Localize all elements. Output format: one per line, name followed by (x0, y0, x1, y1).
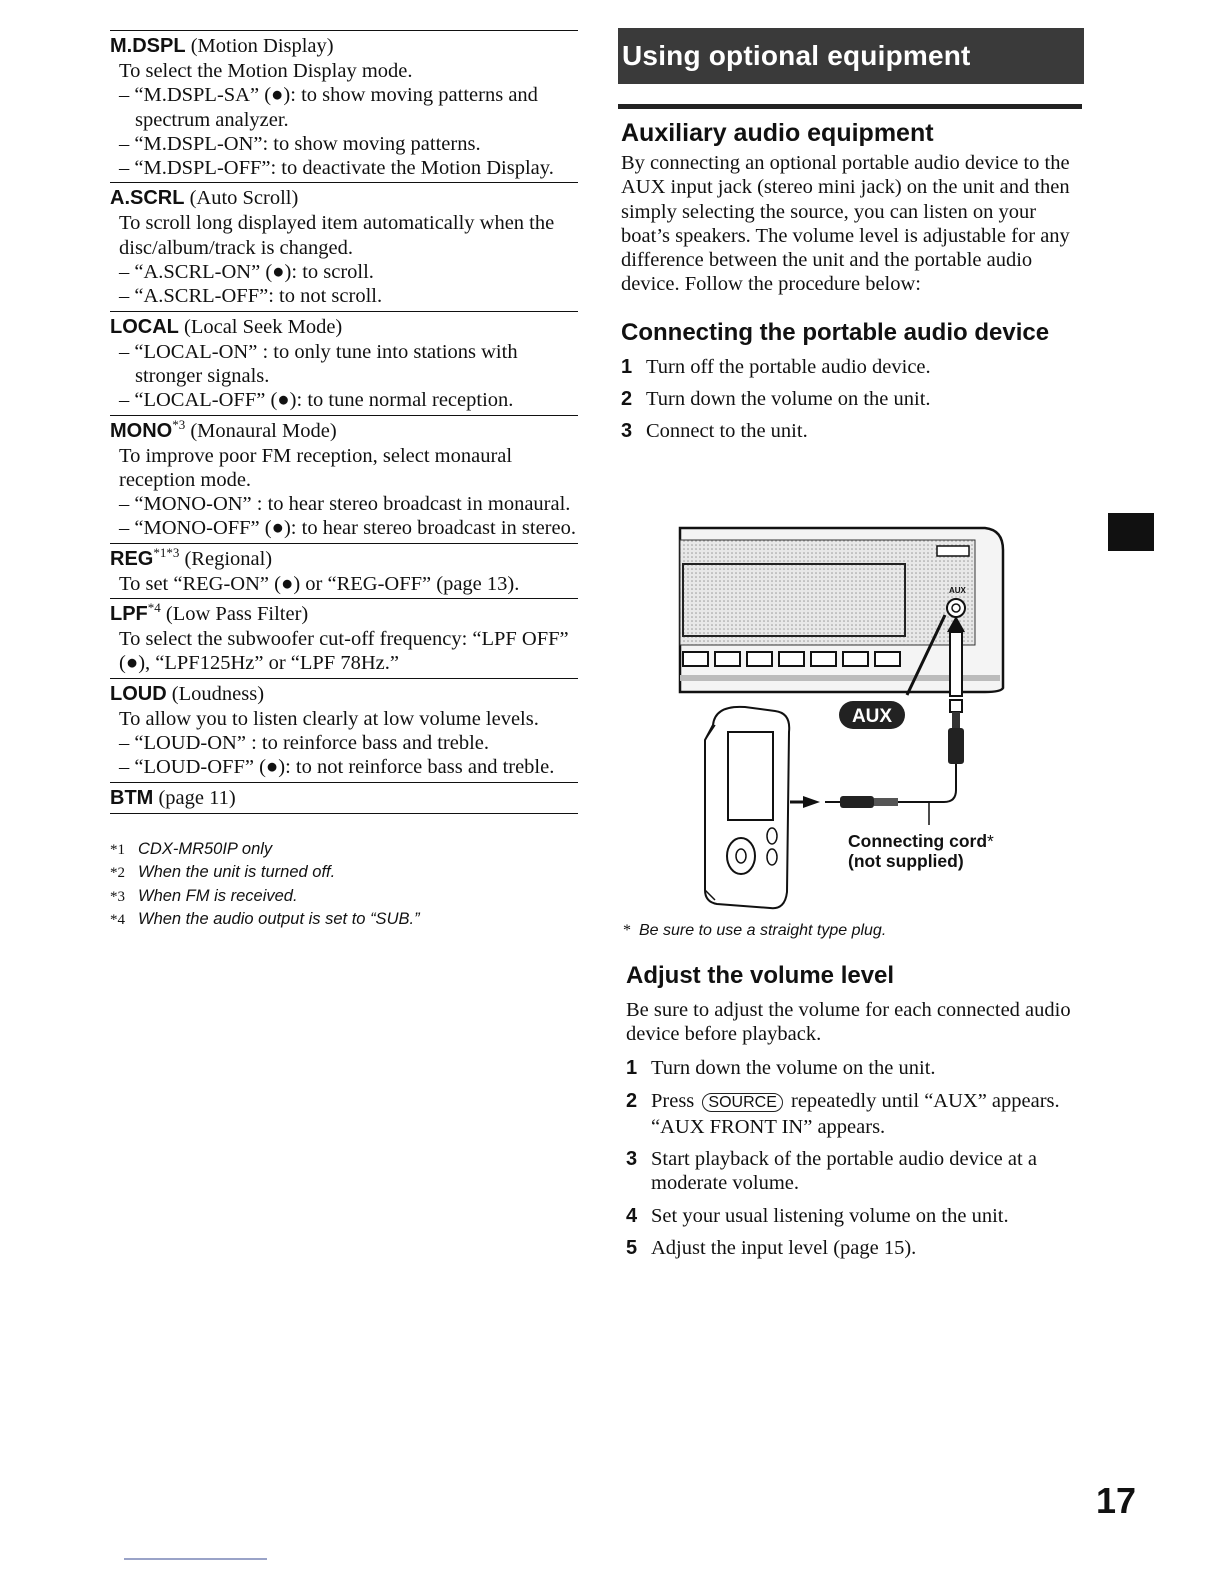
setting-term: A.SCRL (110, 187, 185, 210)
setting-footnote-ref: *1*3 (153, 544, 180, 560)
source-button-label: SOURCE (702, 1093, 782, 1112)
setting-description: (Monaural Mode) (190, 419, 337, 442)
setting-option: – “M.DSPL-SA” (●): to show moving patterns and spectrum analyzer. (119, 84, 538, 131)
step-body (651, 1236, 916, 1260)
setting-option: – “A.SCRL-OFF”: to not scroll. (119, 285, 383, 308)
adjust-intro: Be sure to adjust the volume for each connected audio device before playback. (626, 998, 1071, 1045)
setting-option: – “LOCAL-OFF” (●): to tune normal reception. (119, 389, 514, 412)
setting-entry (110, 415, 578, 543)
player-screen (728, 732, 773, 820)
footnote-text: When the unit is turned off. (138, 863, 336, 882)
preset-buttons (683, 652, 900, 666)
setting-option: – “LOUD-ON” : to reinforce bass and treble. (119, 731, 490, 754)
step-number: 3 (626, 1148, 638, 1171)
setting-entry (110, 182, 578, 310)
step-text: Adjust the input level (page 15). (651, 1237, 917, 1260)
setting-term: MONO (110, 419, 173, 442)
step-text: Turn down the volume on the unit. (651, 1057, 936, 1080)
setting-option: – “A.SCRL-ON” (●): to scroll. (119, 261, 374, 284)
setting-option: – “MONO-ON” : to hear stereo broadcast in monaural. (119, 493, 571, 516)
aux-jack-label: AUX (949, 586, 966, 595)
footnote-text: When the audio output is set to “SUB.” (138, 910, 420, 929)
setting-body: To scroll long displayed item automatically when the disc/album/track is changed. (119, 212, 555, 259)
setting-body: To set “REG-ON” (●) or “REG-OFF” (page 13). (119, 572, 520, 595)
auxiliary-title: Auxiliary audio equipment (621, 119, 934, 147)
setting-body: To allow you to listen clearly at low volume levels. (119, 707, 539, 730)
step-body (651, 1089, 1060, 1140)
step-post: repeatedly until “AUX” appears. (791, 1089, 1060, 1112)
setting-heading (110, 315, 578, 340)
plug-note (623, 922, 1084, 940)
connecting-title: Connecting the portable audio device (621, 318, 1050, 346)
setting-term: REG (110, 547, 154, 570)
setting-description: (Auto Scroll) (189, 187, 299, 210)
step-number: 5 (626, 1237, 638, 1260)
step-extra: “AUX FRONT IN” appears. (651, 1115, 886, 1138)
auxiliary-intro: By connecting an optional portable audio device to the AUX input jack (stereo mini jack) on the unit and then simply selecting the source, you can listen on your boat’s speakers. The volume level is adjustable for any difference between the unit and the portable audio device. Follow the procedure below: (621, 152, 1070, 296)
section-tab-marker (1108, 513, 1154, 551)
adjust-step (626, 1056, 1084, 1080)
settings-list (110, 30, 578, 814)
adjust-step (626, 1204, 1084, 1228)
setting-heading (110, 416, 578, 444)
step-number: 3 (621, 420, 633, 443)
section-banner: Using optional equipment (618, 28, 1084, 84)
aux-badge (839, 701, 905, 729)
setting-option: – “MONO-OFF” (●): to hear stereo broadcast in stereo. (119, 517, 576, 540)
step-pre: Press (651, 1089, 695, 1112)
step-number: 1 (626, 1057, 638, 1080)
setting-option: – “LOUD-OFF” (●): to not reinforce bass and treble. (119, 756, 555, 779)
setting-option: – “M.DSPL-ON”: to show moving patterns. (119, 132, 481, 155)
footnote-text: CDX-MR50IP only (138, 839, 273, 858)
stereo-plug (948, 700, 964, 764)
footnote-mark: *2 (110, 865, 125, 882)
step-text: Turn off the portable audio device. (646, 355, 931, 378)
adjust-step (626, 1089, 1084, 1140)
adjust-title: Adjust the volume level (626, 961, 895, 989)
setting-body: To select the subwoofer cut-off frequency: “LPF OFF” (●), “LPF125Hz” or “LPF 78Hz.” (119, 628, 569, 675)
bottom-rule (124, 1558, 267, 1560)
step-body (651, 1204, 1009, 1228)
setting-entry (110, 30, 578, 182)
step-number: 1 (621, 355, 633, 378)
setting-footnote-ref: *4 (147, 600, 161, 616)
setting-body: To select the Motion Display mode. (119, 60, 413, 82)
footnote (110, 908, 578, 932)
step-text: Start playback of the portable audio device at a moderate volume. (651, 1148, 1037, 1195)
connect-step (621, 387, 1084, 411)
setting-term: BTM (110, 786, 154, 809)
banner-rule (618, 104, 1082, 109)
connecting-steps (621, 355, 1084, 444)
insert-arrow (947, 616, 965, 696)
note-mark: * (623, 921, 631, 939)
connect-step (621, 419, 1084, 443)
footnote (110, 885, 578, 909)
adjust-steps (626, 1056, 1084, 1260)
setting-option: – “M.DSPL-OFF”: to deactivate the Motion Display. (119, 157, 554, 180)
step-number: 4 (626, 1204, 638, 1227)
footnote (110, 861, 578, 885)
footnote (110, 838, 578, 862)
setting-entry (110, 543, 578, 598)
setting-entry (110, 598, 578, 678)
cord-caption-line1: Connecting cord (848, 831, 988, 851)
connect-step (621, 355, 1084, 379)
aux-badge-text: AUX (851, 706, 893, 727)
setting-option: – “LOCAL-ON” : to only tune into stations with stronger signals. (119, 340, 518, 387)
setting-heading (110, 786, 578, 811)
step-number: 2 (621, 388, 633, 411)
setting-heading (110, 34, 578, 59)
step-text: Turn down the volume on the unit. (646, 388, 931, 411)
cord-caption-line2: (not supplied) (848, 851, 964, 871)
step-text (651, 1089, 1060, 1115)
mini-plug (790, 796, 898, 808)
setting-description: (Local Seek Mode) (184, 315, 343, 338)
setting-term: LPF (110, 603, 148, 626)
cord-caption (848, 831, 994, 871)
setting-body: To improve poor FM reception, select monaural reception mode. (119, 444, 513, 491)
settings-column (110, 30, 578, 932)
portable-player (705, 707, 789, 908)
footnote-mark: *3 (110, 888, 125, 905)
setting-term: LOUD (110, 682, 167, 705)
setting-entry (110, 782, 578, 814)
setting-heading (110, 602, 578, 627)
step-text: Connect to the unit. (646, 420, 808, 443)
footnote-mark: *1 (110, 841, 125, 858)
setting-description: (Loudness) (171, 682, 265, 705)
cord-caption-mark: * (987, 831, 994, 851)
setting-heading (110, 544, 578, 572)
setting-description: (Low Pass Filter) (165, 603, 309, 626)
note-text: Be sure to use a straight type plug. (639, 921, 887, 939)
adjust-step (626, 1236, 1084, 1260)
footnote-text: When FM is received. (138, 886, 298, 905)
setting-heading (110, 682, 578, 707)
step-body (651, 1147, 1084, 1196)
setting-description: (Motion Display) (190, 35, 334, 57)
setting-description: (page 11) (158, 786, 236, 809)
setting-term: M.DSPL (110, 35, 186, 57)
setting-footnote-ref: *3 (172, 416, 186, 432)
step-body (651, 1056, 936, 1080)
footnotes (110, 838, 578, 932)
footnote-mark: *4 (110, 912, 125, 929)
setting-heading (110, 186, 578, 211)
setting-description: (Regional) (184, 547, 273, 570)
setting-term: LOCAL (110, 315, 179, 338)
adjust-step (626, 1147, 1084, 1196)
step-number: 2 (626, 1089, 638, 1112)
setting-entry (110, 311, 578, 415)
page-number: 17 (1096, 1480, 1137, 1521)
step-text: Set your usual listening volume on the unit. (651, 1204, 1009, 1227)
setting-entry (110, 678, 578, 782)
